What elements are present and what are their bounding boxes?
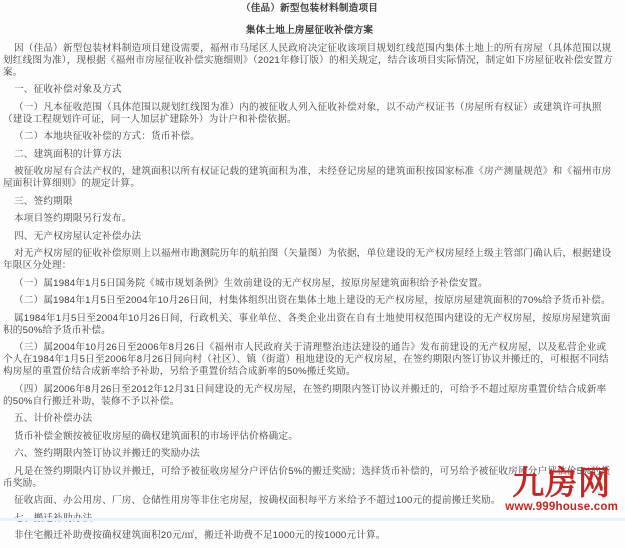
doc-paragraph: 本项目签约期限另行发布。 (14, 213, 132, 224)
section-heading-5: 五、计价补偿办法 (14, 413, 93, 424)
doc-paragraph: （二）属1984年1月5日至2004年10月26日间，村集体组织出资在集体土地上建设的无产权房屋，按原房屋建筑面积的70%给予货币补偿。 (14, 295, 611, 306)
document-subtitle: 集体土地上房屋征收补偿方案 (245, 25, 374, 36)
doc-paragraph: 征收店面、办公用房、厂房、仓储性用房等非住宅房屋，按确权面积每平方米给予不超过100元的提前搬迁奖励。 (14, 495, 501, 506)
section-heading-3: 三、签约期限 (14, 195, 73, 207)
doc-paragraph: （四）属2006年8月26日至2012年12月31日间建设的无产权房屋，在签约期限内签订协议并搬迁的，可给予不超过原房重置价结合成新率的50%自行搬迁补助，装修不予以补偿。 (3, 383, 607, 407)
doc-paragraph: 对无产权房屋的征收补偿原则上以福州市勘测院历年的航拍图（矢量图）为依据，单位建设的无产权房屋经上级主管部门确认后，根据建设年限区分处理： (3, 248, 612, 271)
section-heading-1: 一、征收补偿对象及方式 (14, 84, 122, 95)
doc-paragraph: （二）本地块征收补偿的方式：货币补偿。 (14, 131, 201, 142)
doc-paragraph: （一）凡本征收范围（具体范围以规划红线图为准）内的被征收人列入征收补偿对象，以不动产权证书（房屋所有权证）或建筑许可执照（建设工程规划许可证，同一人加层扩建除外）为计户和补偿依据。 (3, 101, 602, 125)
doc-paragraph: 凡是在签约期限内订协议并搬迁，可给予被征收房屋分户评估价5%的搬迁奖励；选择货币补偿的，可另给予被征收房屋分户评估价5%的货币奖励。 (3, 465, 611, 489)
section-heading-6: 六、签约期限内签订协议并搬迁的奖励办法 (14, 448, 201, 459)
site-watermark (505, 464, 618, 514)
doc-paragraph: （一）属1984年1月5日国务院《城市规划条例》生效前建设的无产权房屋，按原房屋建筑面积给予补偿安置。 (14, 277, 488, 289)
section-heading-4: 四、无产权房屋认定补偿办法 (14, 230, 142, 242)
doc-paragraph: 被征收房屋有合法产权的，建筑面积以所有权证记载的建筑面积为准，未经登记房屋的建筑面积按国家标准《房产测量规范》和《福州市房屋面积计算细则》的规定计算。 (3, 166, 612, 189)
doc-paragraph-intro: 因（佳品）新型包装材料制造项目建设需要，福州市马尾区人民政府决定征收该项目规划红线范围内集体土地上的所有房屋（具体范围以规划红线图为准），现根据《福州市房屋征收补偿实施细则》（2021年修订版）的相关规定，结合该项目实际情况，制定如下房屋征收补偿安置方案。 (3, 42, 613, 78)
jiufangwang-logo: 九房网 (512, 464, 612, 501)
doc-paragraph: 非住宅搬迁补助费按确权建筑面积20元/㎡，搬迁补助费不足1000元的按1000元计算。 (14, 530, 386, 541)
doc-paragraph: 属1984年1月5日至2004年10月26日间，行政机关、事业单位、各类企业出资在自有土地使用权范围内建设的无产权房屋，按原房屋建筑面积的50%给予货币补偿。 (3, 312, 611, 336)
document-title: （佳品）新型包装材料制造项目 (240, 3, 379, 14)
section-heading-2: 二、建筑面积的计算方法 (14, 148, 122, 160)
doc-paragraph: （三）属2004年10月26日至2006年8月26日《福州市人民政府关于清理整治违法建设的通告》发布前建设的无产权房屋，以及私营企业或个人在1984年1月5日至2006年8月26日间向村（社区）、镇（街道）租地建设的无产权房屋，在签约期限内签订协议并搬迁的，可根据不同结构房屋的重置价结合成新率给予补助，另给予重置价结合成新率的50%搬迁奖励。 (3, 342, 609, 377)
watermark-url: www.999house.com (505, 500, 618, 513)
doc-paragraph: 货币补偿金额按被征收房屋的确权建筑面积的市场评估价格确定。 (14, 430, 299, 442)
